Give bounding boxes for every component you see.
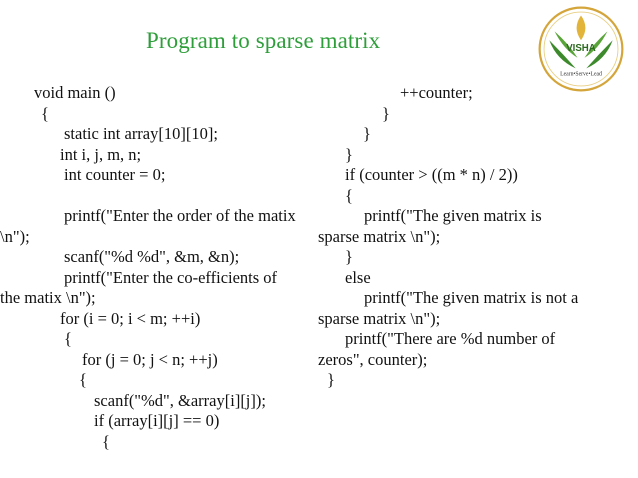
- code-line: printf("Enter the order of the matix: [64, 206, 296, 225]
- code-line: int i, j, m, n;: [60, 144, 142, 164]
- code-line: scanf("%d %d", &m, &n);: [64, 247, 240, 266]
- code-line: }: [363, 124, 371, 143]
- code-line: \n");: [0, 226, 30, 246]
- code-line: {: [41, 103, 49, 123]
- code-line: int counter = 0;: [64, 165, 166, 184]
- code-line: {: [79, 370, 87, 389]
- code-line: if (array[i][j] == 0): [94, 411, 220, 430]
- code-line: for (j = 0; j < n; ++j): [82, 349, 218, 369]
- code-line: {: [102, 431, 110, 451]
- code-line: }: [382, 103, 390, 123]
- code-line: if (counter > ((m * n) / 2)): [345, 165, 518, 184]
- code-line: printf("There are %d number of: [345, 329, 556, 348]
- slide-title: Program to sparse matrix: [146, 28, 381, 53]
- visha-logo: [537, 5, 625, 93]
- code-line: }: [345, 144, 353, 164]
- code-line: [34, 186, 316, 207]
- code-line: void main (): [34, 83, 116, 102]
- code-line: sparse matrix \n");: [318, 308, 441, 328]
- code-column-right: [318, 83, 618, 391]
- code-line: zeros", counter);: [318, 349, 428, 369]
- code-line: scanf("%d", &array[i][j]);: [94, 390, 266, 410]
- code-line: sparse matrix \n");: [318, 226, 441, 246]
- code-line: }: [327, 370, 335, 389]
- code-line: ++counter;: [400, 83, 473, 102]
- code-line: printf("Enter the co-efficients of: [64, 267, 278, 287]
- svg-text:Learn•Serve•Lead: Learn•Serve•Lead: [560, 71, 602, 78]
- code-column-left: [0, 83, 316, 452]
- code-line: {: [64, 329, 72, 348]
- code-line: static int array[10][10];: [64, 124, 218, 143]
- code-line: for (i = 0; i < m; ++i): [60, 308, 201, 328]
- code-line: printf("The given matrix is not a: [364, 288, 579, 307]
- code-line: the matix \n");: [0, 288, 96, 307]
- code-line: }: [345, 247, 353, 266]
- svg-text:VISHA: VISHA: [566, 42, 596, 54]
- code-line: printf("The given matrix is: [364, 206, 542, 225]
- code-line: else: [345, 267, 371, 287]
- code-line: {: [345, 185, 353, 205]
